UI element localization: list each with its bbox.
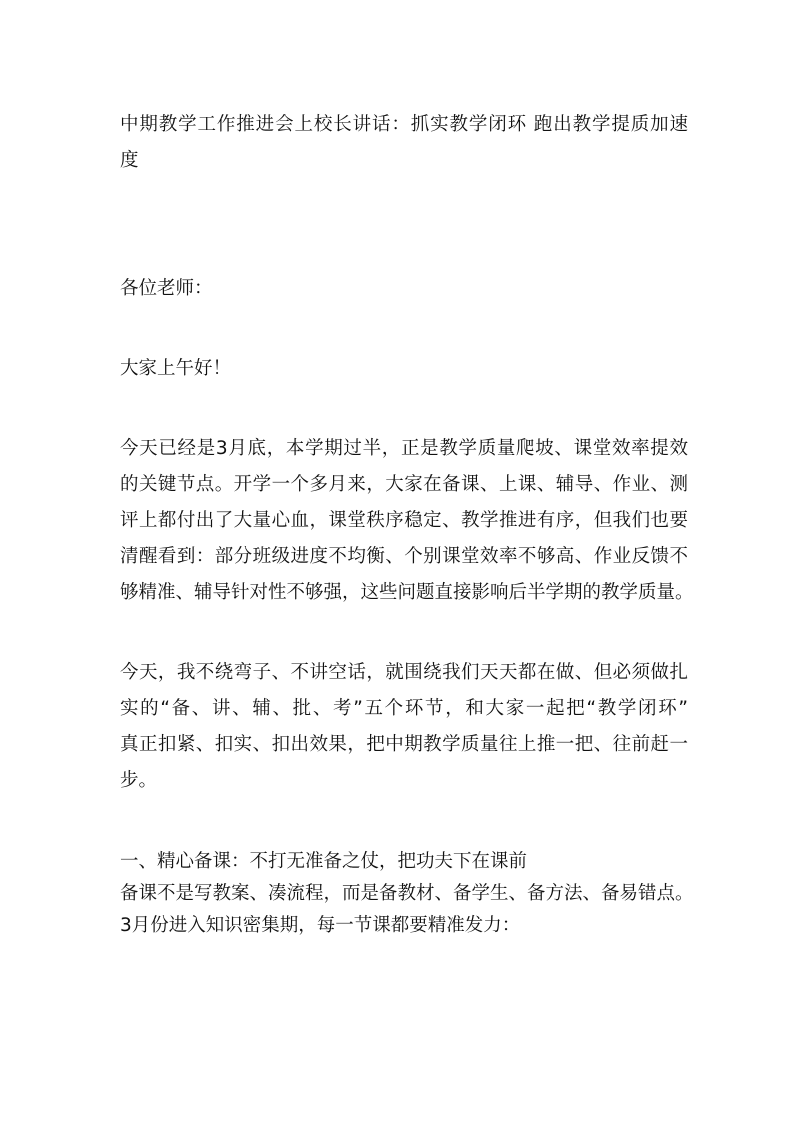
paragraph2-line: 真正扣紧、扣实、扣出效果，把中期教学质量往上推一把、往前赶一 [120,734,688,755]
section1-line: 备课不是写教案、凑流程，而是备教材、备学生、备方法、备易错点。 [120,883,694,904]
document-title-line-2: 度 [120,150,139,171]
paragraph1-line: 评上都付出了大量心血，课堂秩序稳定、教学推进有序，但我们也要 [120,510,688,531]
paragraph1-line: 够精准、辅导针对性不够强，这些问题直接影响后半学期的教学质量。 [120,582,694,603]
paragraph2-line: 今天，我不绕弯子、不讲空话，就围绕我们天天都在做、但必须做扎 [120,662,688,683]
paragraph1-line: 的关键节点。开学一个多月来，大家在备课、上课、辅导、作业、测 [120,474,688,495]
paragraph1-line: 今天已经是3月底，本学期过半，正是教学质量爬坡、课堂效率提效 [120,438,688,459]
paragraph2-line: 实的“备、讲、辅、批、考”五个环节，和大家一起把“教学闭环” [120,698,688,719]
paragraph1-line: 清醒看到：部分班级进度不均衡、个别课堂效率不够高、作业反馈不 [120,546,688,567]
salutation: 各位老师： [120,278,213,299]
section-heading: 一、精心备课：不打无准备之仗，把功夫下在课前 [120,851,528,872]
greeting: 大家上午好！ [120,358,232,379]
section1-line: 3月份进入知识密集期，每一节课都要精准发力： [120,915,521,936]
document-title-line-1: 中期教学工作推进会上校长讲话：抓实教学闭环 跑出教学提质加速 [120,114,688,135]
paragraph2-line: 步。 [120,770,158,791]
